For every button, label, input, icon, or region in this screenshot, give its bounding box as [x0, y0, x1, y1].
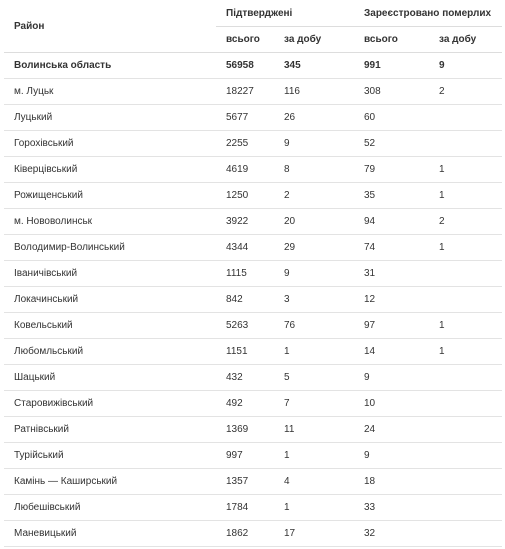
confirmed-total-cell: 5677 [216, 105, 274, 131]
deaths-group-header: Зареєстровано померлих [364, 7, 492, 19]
confirmed-per-day-cell: 3 [274, 287, 354, 313]
confirmed-per-day-cell: 9 [274, 131, 354, 157]
confirmed-total-cell: 56958 [216, 53, 274, 79]
deaths-total-cell: 12 [354, 287, 429, 313]
district-name-cell: Волинська область [4, 53, 216, 79]
confirmed-total-header: всього [216, 27, 274, 53]
confirmed-per-day-cell: 17 [274, 521, 354, 547]
district-name-cell: Шацький [4, 365, 216, 391]
confirmed-total-cell: 1357 [216, 469, 274, 495]
table-row [4, 105, 502, 131]
confirmed-total-cell: 18227 [216, 79, 274, 105]
deaths-per-day-cell: 1 [429, 157, 502, 183]
deaths-per-day-cell: 1 [429, 313, 502, 339]
table-body [4, 53, 502, 547]
deaths-total-cell: 10 [354, 391, 429, 417]
confirmed-per-day-cell: 9 [274, 261, 354, 287]
district-name-cell: Камінь — Каширський [4, 469, 216, 495]
confirmed-total-cell: 1115 [216, 261, 274, 287]
confirmed-per-day-cell: 1 [274, 339, 354, 365]
deaths-per-day-cell: 1 [429, 339, 502, 365]
district-name-cell: Іваничівський [4, 261, 216, 287]
deaths-per-day-cell [429, 287, 502, 313]
deaths-total-cell: 24 [354, 417, 429, 443]
district-name-cell: Ковельський [4, 313, 216, 339]
district-name-cell: Горохівський [4, 131, 216, 157]
deaths-total-cell: 79 [354, 157, 429, 183]
confirmed-total-cell: 1250 [216, 183, 274, 209]
confirmed-per-day-cell: 20 [274, 209, 354, 235]
deaths-per-day-cell [429, 131, 502, 157]
table-row [4, 339, 502, 365]
confirmed-total-cell: 432 [216, 365, 274, 391]
deaths-per-day-cell [429, 443, 502, 469]
district-name-cell: Локачинський [4, 287, 216, 313]
district-name-cell: Старовижівський [4, 391, 216, 417]
deaths-total-cell: 97 [354, 313, 429, 339]
table-row [4, 209, 502, 235]
confirmed-group-header: Підтверджені [226, 7, 293, 19]
district-statistics-table [4, 0, 502, 547]
deaths-total-cell: 33 [354, 495, 429, 521]
table-row [4, 521, 502, 547]
table-row [4, 365, 502, 391]
deaths-per-day-cell: 1 [429, 235, 502, 261]
confirmed-per-day-cell: 26 [274, 105, 354, 131]
deaths-per-day-cell: 1 [429, 183, 502, 209]
confirmed-per-day-header: за добу [274, 27, 354, 53]
confirmed-total-cell: 4619 [216, 157, 274, 183]
deaths-per-day-cell: 9 [429, 53, 502, 79]
confirmed-per-day-cell: 4 [274, 469, 354, 495]
district-name-cell: Ківерцівський [4, 157, 216, 183]
deaths-total-header: всього [354, 27, 429, 53]
table-row [4, 391, 502, 417]
district-name-cell: Турійський [4, 443, 216, 469]
district-name-cell: Ратнівський [4, 417, 216, 443]
table-row [4, 235, 502, 261]
deaths-per-day-cell: 2 [429, 79, 502, 105]
deaths-per-day-cell [429, 417, 502, 443]
confirmed-total-cell: 1151 [216, 339, 274, 365]
confirmed-total-cell: 3922 [216, 209, 274, 235]
deaths-total-cell: 9 [354, 365, 429, 391]
confirmed-per-day-cell: 7 [274, 391, 354, 417]
district-name-cell: Любешівський [4, 495, 216, 521]
deaths-total-cell: 14 [354, 339, 429, 365]
deaths-per-day-cell [429, 105, 502, 131]
table-row [4, 469, 502, 495]
confirmed-per-day-cell: 1 [274, 495, 354, 521]
deaths-total-cell: 308 [354, 79, 429, 105]
deaths-per-day-cell [429, 469, 502, 495]
confirmed-total-cell: 1369 [216, 417, 274, 443]
table-row [4, 157, 502, 183]
deaths-total-cell: 35 [354, 183, 429, 209]
deaths-total-cell: 32 [354, 521, 429, 547]
confirmed-total-cell: 842 [216, 287, 274, 313]
table-row [4, 495, 502, 521]
deaths-per-day-cell [429, 495, 502, 521]
table-row [4, 417, 502, 443]
confirmed-per-day-cell: 11 [274, 417, 354, 443]
table-row [4, 287, 502, 313]
deaths-total-cell: 52 [354, 131, 429, 157]
table-row [4, 443, 502, 469]
deaths-per-day-cell [429, 521, 502, 547]
table-row [4, 79, 502, 105]
table-row [4, 261, 502, 287]
district-name-cell: Рожищенський [4, 183, 216, 209]
confirmed-total-cell: 492 [216, 391, 274, 417]
deaths-total-cell: 31 [354, 261, 429, 287]
confirmed-per-day-cell: 8 [274, 157, 354, 183]
deaths-per-day-cell: 2 [429, 209, 502, 235]
confirmed-total-cell: 1862 [216, 521, 274, 547]
table-row [4, 183, 502, 209]
deaths-total-cell: 60 [354, 105, 429, 131]
region-total-row [4, 53, 502, 79]
confirmed-per-day-cell: 116 [274, 79, 354, 105]
deaths-total-cell: 74 [354, 235, 429, 261]
confirmed-per-day-cell: 1 [274, 443, 354, 469]
confirmed-total-cell: 997 [216, 443, 274, 469]
district-name-cell: Володимир-Волинський [4, 235, 216, 261]
district-column-header: Район [4, 0, 216, 53]
confirmed-total-cell: 5263 [216, 313, 274, 339]
district-name-cell: Луцький [4, 105, 216, 131]
table-row [4, 313, 502, 339]
confirmed-total-cell: 2255 [216, 131, 274, 157]
deaths-per-day-header: за добу [429, 27, 502, 53]
confirmed-per-day-cell: 76 [274, 313, 354, 339]
district-name-cell: Маневицький [4, 521, 216, 547]
confirmed-total-cell: 4344 [216, 235, 274, 261]
district-name-cell: Любомльський [4, 339, 216, 365]
deaths-total-cell: 991 [354, 53, 429, 79]
confirmed-total-cell: 1784 [216, 495, 274, 521]
district-name-cell: м. Луцьк [4, 79, 216, 105]
deaths-total-cell: 18 [354, 469, 429, 495]
deaths-total-cell: 9 [354, 443, 429, 469]
confirmed-per-day-cell: 2 [274, 183, 354, 209]
confirmed-per-day-cell: 29 [274, 235, 354, 261]
deaths-total-cell: 94 [354, 209, 429, 235]
deaths-per-day-cell [429, 261, 502, 287]
table-row [4, 131, 502, 157]
deaths-per-day-cell [429, 391, 502, 417]
confirmed-per-day-cell: 345 [274, 53, 354, 79]
district-name-cell: м. Нововолинськ [4, 209, 216, 235]
confirmed-per-day-cell: 5 [274, 365, 354, 391]
deaths-per-day-cell [429, 365, 502, 391]
